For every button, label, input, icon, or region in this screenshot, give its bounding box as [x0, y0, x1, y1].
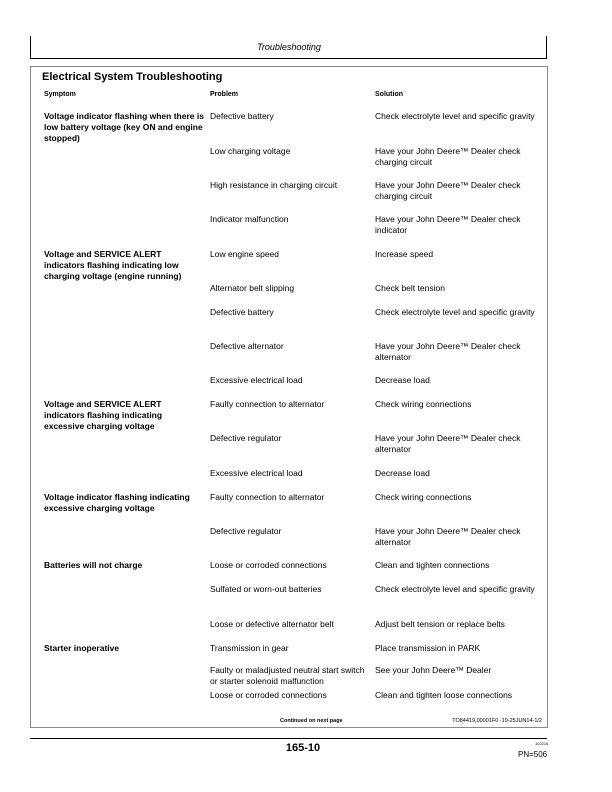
column-header-problem: Problem — [210, 91, 239, 98]
solution-cell: Have your John Deere™ Dealer check charging circuit — [375, 180, 521, 201]
problem-cell: Indicator malfunction — [210, 214, 289, 224]
solution-cell: Place transmission in PARK — [375, 643, 481, 653]
column-header-symptom: Symptom — [44, 91, 76, 98]
problem-cell: Excessive electrical load — [210, 375, 303, 385]
solution-cell: Check electrolyte level and specific gravity — [375, 307, 535, 317]
solution-cell: Have your John Deere™ Dealer check indicator — [375, 214, 521, 235]
solution-cell: Check electrolyte level and specific gravity — [375, 584, 535, 594]
solution-cell: Check belt tension — [375, 283, 445, 293]
problem-cell: Faulty connection to alternator — [210, 492, 325, 502]
footer-tiny-code: 102216 — [535, 741, 549, 746]
column-header-solution: Solution — [375, 91, 403, 98]
solution-cell: Have your John Deere™ Dealer check alternator — [375, 526, 521, 547]
solution-cell: Clean and tighten loose connections — [375, 690, 513, 700]
footer-rule — [30, 738, 547, 739]
solution-cell: Check wiring connections — [375, 399, 472, 409]
symptom-cell: Voltage indicator flashing indicating excessive charging voltage — [44, 492, 190, 513]
solution-cell: Decrease load — [375, 375, 430, 385]
problem-cell: Sulfated or worn-out batteries — [210, 584, 322, 594]
problem-cell: Loose or defective alternator belt — [210, 619, 334, 629]
problem-cell: Transmission in gear — [210, 643, 289, 653]
problem-cell: Excessive electrical load — [210, 468, 303, 478]
symptom-cell: Voltage and SERVICE ALERT indicators flashing indicating low charging voltage (engine running) — [44, 249, 182, 281]
solution-cell: Increase speed — [375, 249, 434, 259]
symptom-cell: Starter inoperative — [44, 643, 120, 653]
symptom-cell: Batteries will not charge — [44, 560, 143, 570]
solution-cell: Check wiring connections — [375, 492, 472, 502]
symptom-cell: Voltage and SERVICE ALERT indicators flashing indicating excessive charging voltage — [44, 399, 163, 431]
part-number: PN=506 — [518, 750, 548, 759]
problem-cell: Loose or corroded connections — [210, 560, 327, 570]
problem-cell: Alternator belt slipping — [210, 283, 295, 293]
section-title: Electrical System Troubleshooting — [42, 71, 223, 83]
solution-cell: Have your John Deere™ Dealer check charging circuit — [375, 146, 521, 167]
problem-cell: Defective battery — [210, 111, 274, 121]
problem-cell: Loose or corroded connections — [210, 690, 327, 700]
solution-cell: Clean and tighten connections — [375, 560, 490, 570]
problem-cell: Defective regulator — [210, 526, 282, 536]
problem-cell: Low engine speed — [210, 249, 280, 259]
solution-cell: Have your John Deere™ Dealer check alternator — [375, 433, 521, 454]
problem-cell: Low charging voltage — [210, 146, 291, 156]
problem-cell: High resistance in charging circuit — [210, 180, 338, 190]
header-rule — [30, 58, 547, 59]
document-code: TO84419,00001F0 -19-25JUN14-1/2 — [452, 718, 542, 724]
solution-cell: Have your John Deere™ Dealer check alternator — [375, 341, 521, 362]
problem-cell: Defective battery — [210, 307, 274, 317]
page-number: 165-10 — [285, 742, 321, 754]
problem-cell: Faulty connection to alternator — [210, 399, 325, 409]
problem-cell: Defective alternator — [210, 341, 284, 351]
solution-cell: Adjust belt tension or replace belts — [375, 619, 505, 629]
symptom-cell: Voltage indicator flashing when there is low battery voltage (key ON and engine stopped) — [44, 111, 204, 143]
problem-cell: Faulty or maladjusted neutral start switch or starter solenoid malfunction — [210, 665, 365, 686]
continued-note: Continued on next page — [280, 718, 343, 724]
solution-cell: Check electrolyte level and specific gravity — [375, 111, 535, 121]
problem-cell: Defective regulator — [210, 433, 282, 443]
solution-cell: Decrease load — [375, 468, 430, 478]
solution-cell: See your John Deere™ Dealer — [375, 665, 492, 675]
running-head: Troubleshooting — [257, 42, 321, 52]
